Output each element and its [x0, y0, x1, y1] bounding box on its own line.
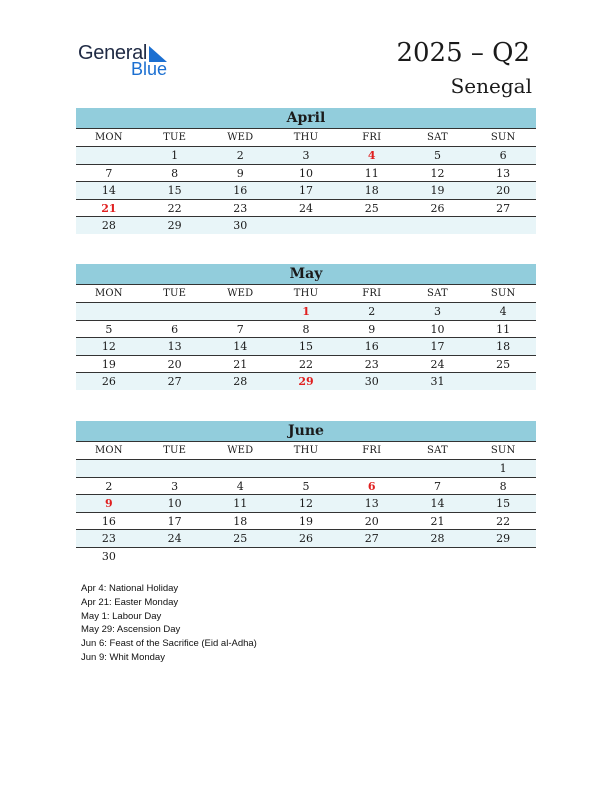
day-cell: 5 — [105, 322, 113, 336]
holiday-note: Apr 21: Easter Monday — [81, 596, 179, 608]
week-row — [76, 530, 536, 548]
day-cell — [470, 217, 536, 234]
day-cell: 14 — [101, 184, 116, 197]
day-cell: 2 — [368, 305, 376, 318]
holiday-day-cell: 21 — [101, 201, 117, 215]
weekday-label: SAT — [427, 288, 448, 299]
day-cell: 27 — [496, 201, 511, 215]
day-cell: 4 — [499, 305, 507, 318]
day-cell: 12 — [430, 166, 445, 180]
holiday-note: Apr 4: National Holiday — [81, 583, 179, 594]
day-cell: 24 — [299, 201, 314, 215]
day-cell: 4 — [236, 479, 244, 493]
day-cell — [207, 460, 273, 477]
month-name: May — [76, 264, 536, 285]
day-cell: 18 — [233, 514, 248, 528]
week-row — [76, 147, 536, 165]
day-cell: 24 — [167, 532, 182, 545]
day-cell: 7 — [105, 166, 113, 180]
weekday-label: MON — [94, 132, 123, 143]
day-cell: 26 — [101, 375, 116, 388]
day-cell: 13 — [364, 497, 379, 510]
weekday-label: SUN — [490, 288, 516, 299]
day-cell: 21 — [233, 357, 248, 371]
weekday-header-row — [76, 129, 536, 147]
day-cell: 28 — [430, 532, 445, 545]
week-row — [76, 373, 536, 390]
day-cell — [405, 217, 471, 234]
day-cell: 8 — [171, 166, 179, 180]
holiday-day-cell: 6 — [367, 479, 376, 493]
day-cell: 19 — [299, 514, 314, 528]
day-cell: 6 — [171, 322, 179, 336]
day-cell: 26 — [299, 532, 314, 545]
day-cell — [470, 373, 536, 390]
day-cell: 3 — [433, 305, 441, 318]
week-row — [76, 165, 536, 183]
day-cell — [207, 548, 273, 565]
weekday-label: SAT — [427, 132, 448, 143]
day-cell: 31 — [430, 375, 445, 388]
day-cell: 16 — [101, 514, 116, 528]
day-cell: 11 — [364, 166, 379, 180]
day-cell: 3 — [171, 479, 179, 493]
day-cell: 8 — [499, 479, 507, 493]
holiday-note: May 1: Labour Day — [81, 610, 162, 622]
day-cell — [273, 460, 339, 477]
day-cell: 15 — [167, 184, 182, 197]
day-cell: 10 — [167, 497, 182, 510]
day-cell: 28 — [233, 375, 248, 388]
day-cell: 23 — [233, 201, 248, 215]
day-cell: 30 — [233, 219, 248, 232]
day-cell: 28 — [101, 219, 116, 232]
day-cell: 14 — [430, 497, 445, 510]
day-cell: 9 — [236, 166, 244, 180]
weekday-label: THU — [293, 132, 319, 143]
day-cell: 17 — [167, 514, 182, 528]
day-cell: 12 — [101, 340, 116, 353]
week-row — [76, 460, 536, 478]
logo-blue-text: Blue — [131, 59, 168, 79]
day-cell: 19 — [430, 184, 445, 197]
day-cell — [207, 303, 273, 320]
week-row — [76, 513, 536, 531]
weekday-label: THU — [293, 445, 319, 456]
weekday-label: TUE — [163, 288, 187, 299]
week-row — [76, 338, 536, 356]
day-cell: 13 — [167, 340, 182, 353]
page-title: 2025 – Q2 — [396, 38, 530, 68]
day-cell: 18 — [364, 184, 379, 197]
day-cell: 12 — [299, 497, 314, 510]
weekday-label: WED — [227, 445, 254, 456]
day-cell: 18 — [496, 340, 511, 353]
day-cell: 13 — [496, 166, 511, 180]
weekday-label: THU — [293, 288, 319, 299]
day-cell — [405, 460, 471, 477]
weekday-label: MON — [94, 288, 123, 299]
day-cell: 24 — [430, 357, 445, 371]
weekday-label: FRI — [362, 132, 382, 143]
day-cell: 20 — [167, 357, 182, 371]
day-cell: 29 — [167, 219, 182, 232]
day-cell: 22 — [167, 201, 182, 215]
logo — [78, 42, 188, 82]
day-cell — [142, 548, 208, 565]
week-row — [76, 200, 536, 218]
day-cell: 7 — [433, 479, 441, 493]
weekday-label: WED — [227, 132, 254, 143]
day-cell: 5 — [433, 149, 441, 162]
day-cell: 10 — [430, 322, 445, 336]
month-calendar-may — [76, 264, 536, 390]
day-cell: 10 — [299, 166, 314, 180]
holiday-note: May 29: Ascension Day — [81, 624, 181, 636]
day-cell: 9 — [368, 322, 376, 336]
day-cell: 6 — [499, 149, 507, 162]
day-cell: 26 — [430, 201, 445, 215]
holiday-day-cell: 29 — [298, 375, 314, 388]
day-cell: 21 — [430, 514, 445, 528]
weekday-label: SUN — [490, 132, 516, 143]
day-cell: 23 — [101, 532, 116, 545]
day-cell: 15 — [299, 340, 314, 353]
day-cell — [76, 147, 142, 164]
logo-general-text: General — [78, 42, 148, 64]
week-row — [76, 182, 536, 200]
weekday-label: WED — [227, 288, 254, 299]
holiday-notes — [81, 582, 257, 665]
day-cell: 7 — [236, 322, 244, 336]
month-calendar-june — [76, 421, 536, 564]
holiday-day-cell: 1 — [302, 305, 310, 318]
holiday-note: Jun 9: Whit Monday — [81, 651, 165, 663]
week-row — [76, 217, 536, 234]
day-cell — [142, 460, 208, 477]
day-cell — [339, 217, 405, 234]
day-cell: 17 — [430, 340, 445, 353]
day-cell — [339, 460, 405, 477]
weekday-label: MON — [94, 445, 123, 456]
day-cell: 27 — [364, 532, 379, 545]
day-cell: 1 — [499, 462, 507, 475]
day-cell: 25 — [364, 201, 379, 215]
day-cell — [273, 548, 339, 565]
day-cell: 5 — [302, 479, 310, 493]
day-cell: 11 — [233, 497, 248, 510]
month-name: June — [76, 421, 536, 442]
day-cell — [273, 217, 339, 234]
day-cell: 30 — [364, 375, 379, 388]
day-cell — [470, 548, 536, 565]
holiday-day-cell: 4 — [367, 149, 376, 162]
day-cell: 20 — [364, 514, 379, 528]
day-cell: 17 — [299, 184, 314, 197]
week-row — [76, 548, 536, 565]
day-cell: 23 — [364, 357, 379, 371]
day-cell — [76, 303, 142, 320]
day-cell: 20 — [496, 184, 511, 197]
day-cell: 25 — [233, 532, 248, 545]
weekday-label: TUE — [163, 445, 187, 456]
weekday-label: SAT — [427, 445, 448, 456]
day-cell: 14 — [233, 340, 248, 353]
day-cell — [142, 303, 208, 320]
day-cell: 16 — [364, 340, 379, 353]
country-name: Senegal — [450, 74, 532, 98]
day-cell — [76, 460, 142, 477]
week-row — [76, 321, 536, 339]
day-cell: 22 — [299, 357, 314, 371]
day-cell: 3 — [302, 149, 310, 162]
day-cell — [405, 548, 471, 565]
day-cell: 16 — [233, 184, 248, 197]
weekday-header-row — [76, 442, 536, 460]
day-cell: 11 — [496, 322, 511, 336]
day-cell: 30 — [101, 549, 116, 563]
day-cell: 2 — [236, 149, 244, 162]
week-row — [76, 303, 536, 321]
day-cell: 1 — [171, 149, 179, 162]
day-cell: 15 — [496, 497, 511, 510]
weekday-label: FRI — [362, 445, 382, 456]
day-cell: 8 — [302, 322, 310, 336]
weekday-label: TUE — [163, 132, 187, 143]
week-row — [76, 356, 536, 374]
day-cell — [339, 548, 405, 565]
day-cell: 27 — [167, 375, 182, 388]
month-name: April — [76, 108, 536, 129]
holiday-day-cell: 9 — [105, 497, 113, 510]
week-row — [76, 495, 536, 513]
month-calendar-april — [76, 108, 536, 234]
day-cell: 29 — [496, 532, 511, 545]
week-row — [76, 478, 536, 496]
weekday-header-row — [76, 285, 536, 303]
weekday-label: SUN — [490, 445, 516, 456]
day-cell: 2 — [105, 479, 113, 493]
day-cell: 22 — [496, 514, 511, 528]
weekday-label: FRI — [362, 288, 382, 299]
holiday-note: Jun 6: Feast of the Sacrifice (Eid al-Adha) — [81, 638, 257, 650]
day-cell: 19 — [101, 357, 116, 371]
day-cell: 25 — [496, 357, 511, 371]
